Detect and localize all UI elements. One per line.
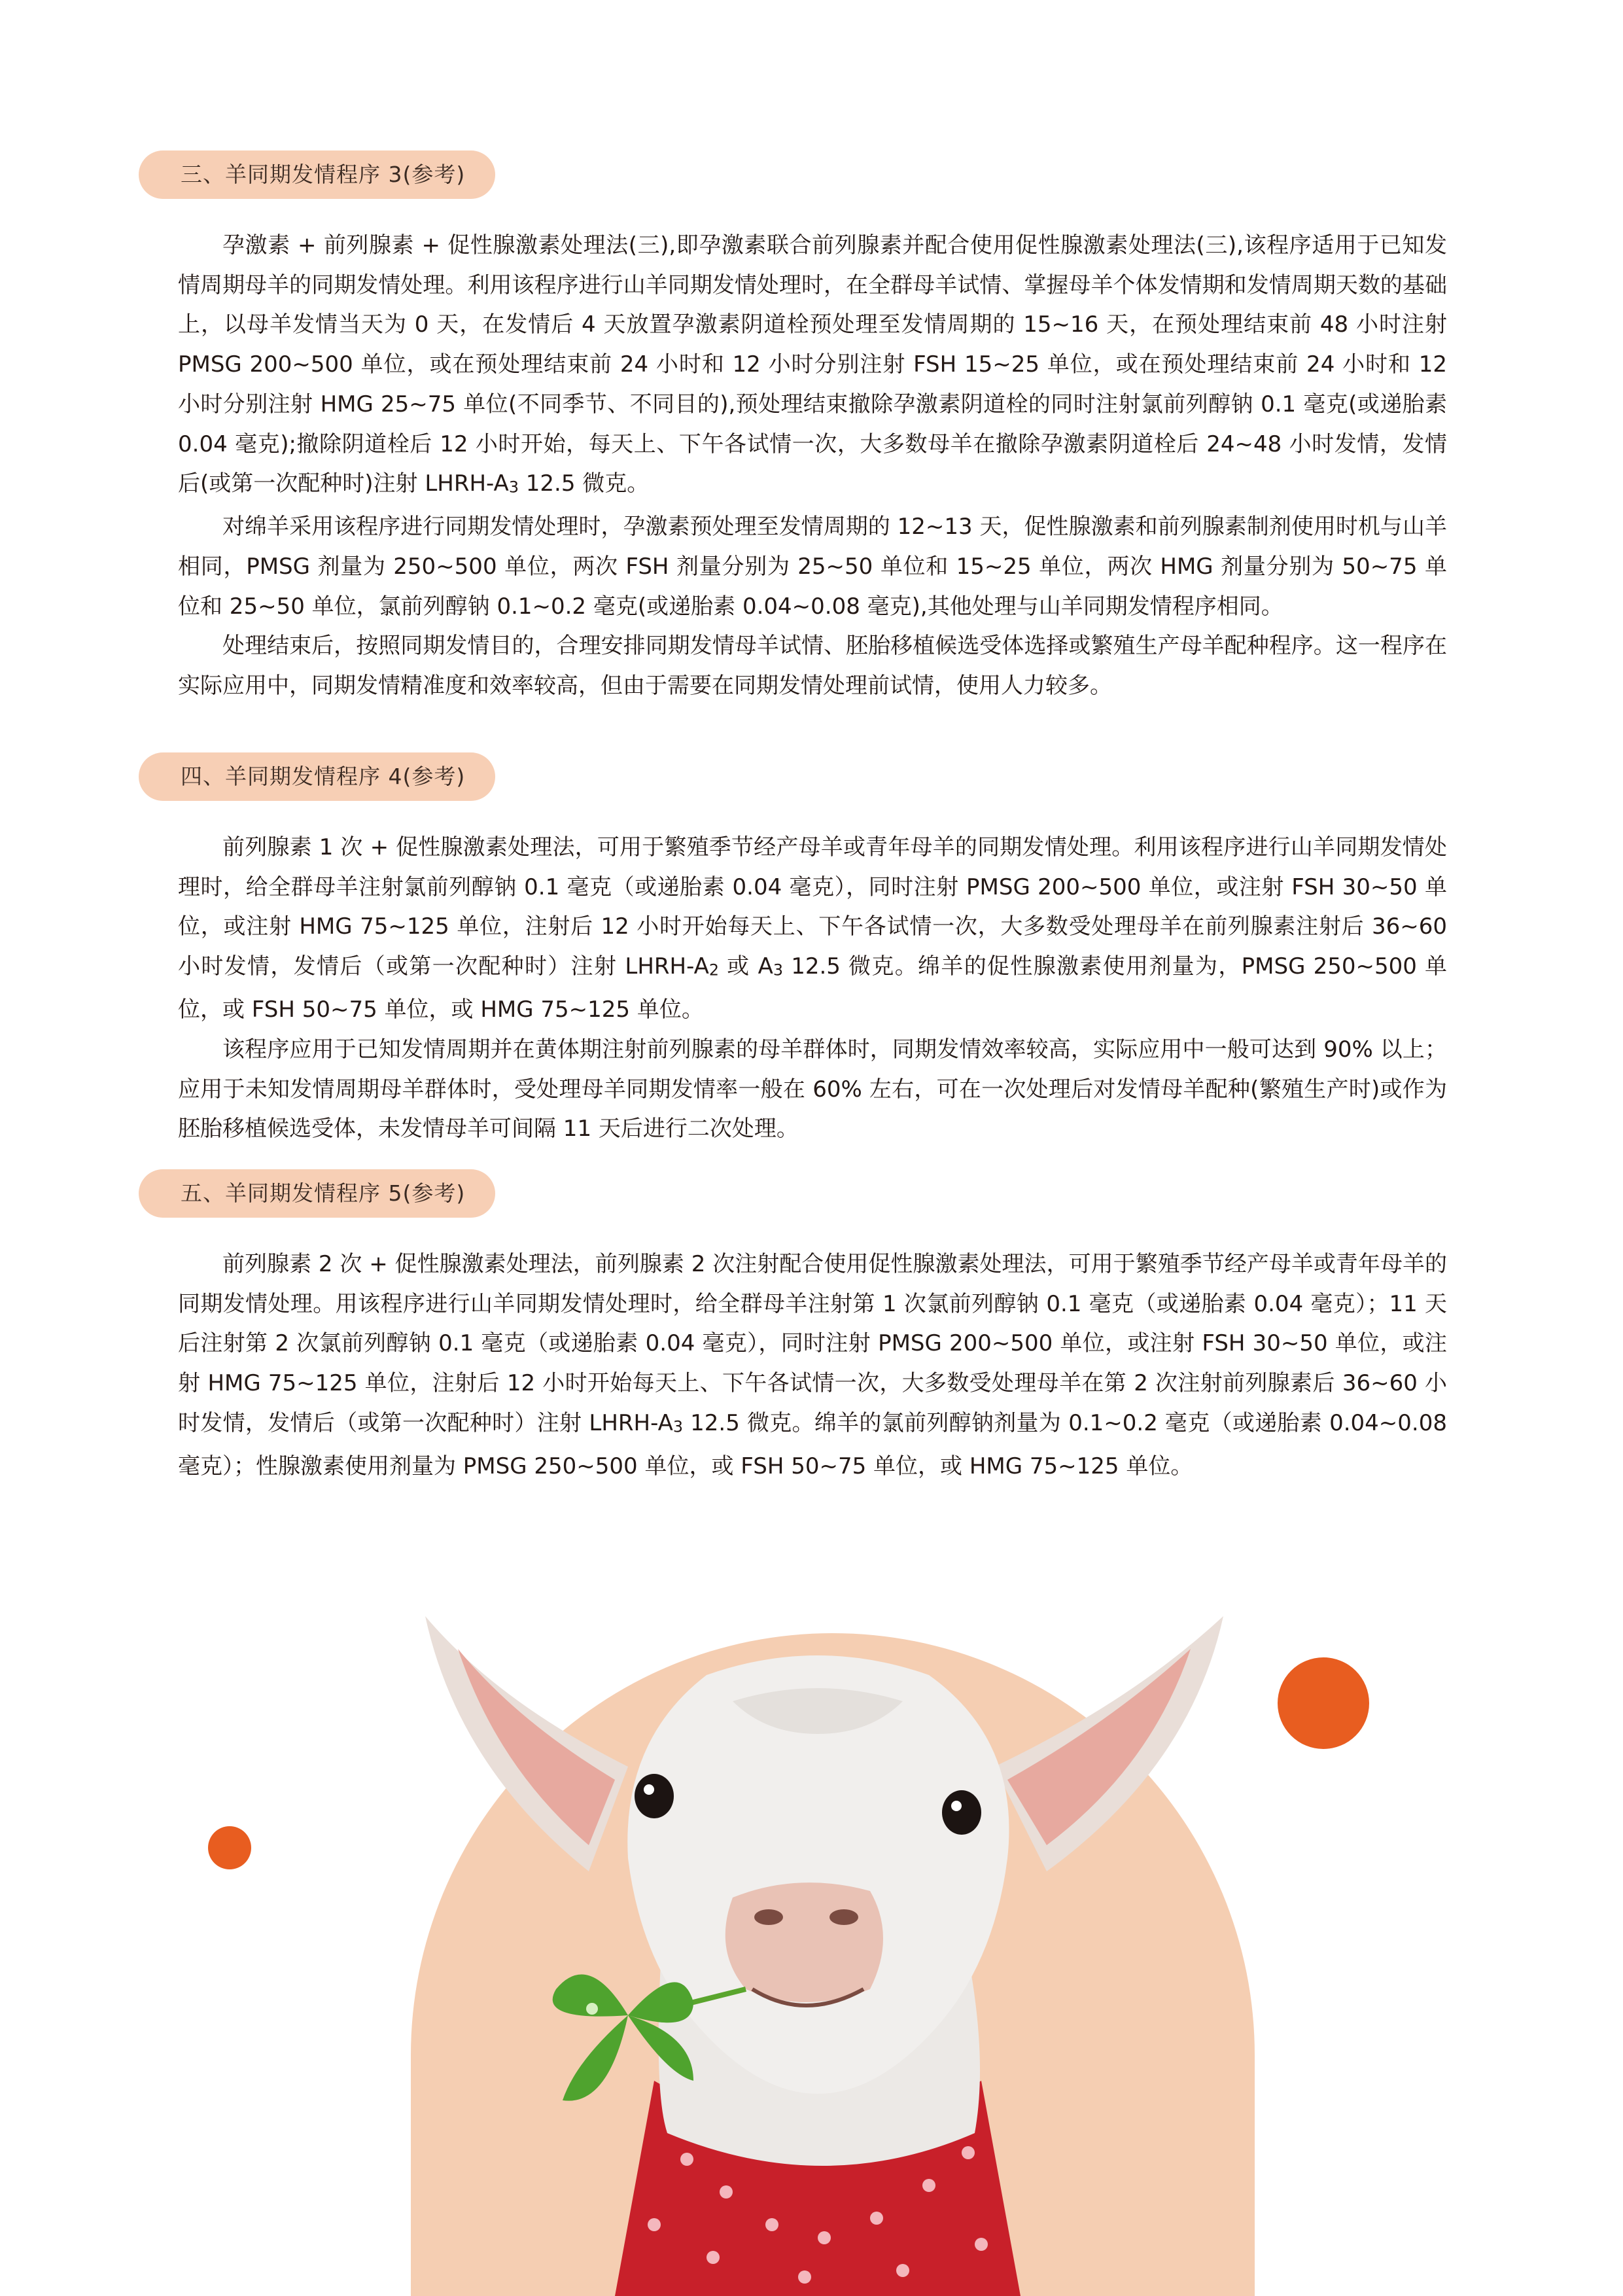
snout [725,1882,883,2002]
right-eye [942,1790,981,1835]
section-heading-5: 五、羊同期发情程序 5(参考) [139,1169,495,1218]
paragraph: 处理结束后，按照同期发情目的，合理安排同期发情母羊试情、胚胎移植候选受体选择或繁殖生产母羊配种程序。这一程序在实际应用中，同期发情精准度和效率较高，但由于需要在同期发情处理前试情，使用人力较多。 [178,633,1447,699]
paragraph: 该程序应用于已知发情周期并在黄体期注射前列腺素的母羊群体时，同期发情效率较高，实际应用中一般可达到 90% 以上；应用于未知发情周期母羊群体时，受处理母羊同期发情率一般在 60% 左右，可在一次处理后对发情母羊配种(繁殖生产时)或作为胚胎移植候选受体，未发情母羊可间隔 11 天后进行二次处理。 [178,1036,1447,1142]
paragraph: 孕激素 + 前列腺素 + 促性腺激素处理法(三),即孕激素联合前列腺素并配合使用促性腺激素处理法(三),该程序适用于已知发情周期母羊的同期发情处理。利用该程序进行山羊同期发情处理时，在全群母羊试情、掌握母羊个体发情期和发情周期天数的基础上，以母羊发情当天为 0 天，在发情后 4 天放置孕激素阴道栓预处理至发情周期的 15~16 天，在预处理结束前 48 小时注射 PMSG 200~500 单位，或在预处理结束前 24 小时和 12 小时分别注射 FSH 15~25 单位，或在预处理结束前 24 小时和 12 小时分别注射 HMG 25~75 单位(不同季节、不同目的),预处理结束撤除孕激素阴道栓的同时注射氯前列醇钠 0.1 毫克(或递胎素 0.04 毫克);撤除阴道栓后 12 小时开始，每天上、下午各试情一次，大多数母羊在撤除孕激素阴道栓后 24~48 小时发情，发情后(或第一次配种时)注射 LHRH-A3 12.5 微克。 [178,232,1447,497]
paragraph: 前列腺素 1 次 + 促性腺激素处理法，可用于繁殖季节经产母羊或青年母羊的同期发情处理。利用该程序进行山羊同期发情处理时，给全群母羊注射氯前列醇钠 0.1 毫克（或递胎素 0.04 毫克），同时注射 PMSG 200~500 单位，或注射 FSH 30~50 单位，或注射 HMG 75~125 单位，注射后 12 小时开始每天上、下午各试情一次，大多数受处理母羊在前列腺素注射后 36~60 小时发情，发情后（或第一次配种时）注射 LHRH-A2 或 A3 12.5 微克。绵羊的促性腺激素使用剂量为，PMSG 250~500 单位，或 FSH 50~75 单位，或 HMG 75~125 单位。 [178,834,1447,1023]
left-eye [635,1774,674,1818]
section-heading-4: 四、羊同期发情程序 4(参考) [139,752,495,801]
paragraph: 前列腺素 2 次 + 促性腺激素处理法，前列腺素 2 次注射配合使用促性腺激素处理法，可用于繁殖季节经产母羊或青年母羊的同期发情处理。用该程序进行山羊同期发情处理时，给全群母羊注射第 1 次氯前列醇钠 0.1 毫克（或递胎素 0.04 毫克）；11 天后注射第 2 次氯前列醇钠 0.1 毫克（或递胎素 0.04 毫克），同时注射 PMSG 200~500 单位，或注射 FSH 30~50 单位，或注射 HMG 75~125 单位，注射后 12 小时开始每天上、下午各试情一次，大多数受处理母羊在第 2 次注射前列腺素后 36~60 小时发情，发情后（或第一次配种时）注射 LHRH-A3 12.5 微克。绵羊的氯前列醇钠剂量为 0.1~0.2 毫克（或递胎素 0.04~0.08 毫克）；性腺激素使用剂量为 PMSG 250~500 单位，或 FSH 50~75 单位，或 HMG 75~125 单位。 [178,1251,1447,1479]
section-heading-3: 三、羊同期发情程序 3(参考) [139,150,495,199]
paragraph: 对绵羊采用该程序进行同期发情处理时，孕激素预处理至发情周期的 12~13 天，促性腺激素和前列腺素制剂使用时机与山羊相同，PMSG 剂量为 250~500 单位，两次 FSH 剂量分别为 25~50 单位和 15~25 单位，两次 HMG 剂量分别为 50~75 单位和 25~50 单位，氯前列醇钠 0.1~0.2 毫克(或递胎素 0.04~0.08 毫克),其他处理与山羊同期发情程序相同。 [178,514,1447,620]
